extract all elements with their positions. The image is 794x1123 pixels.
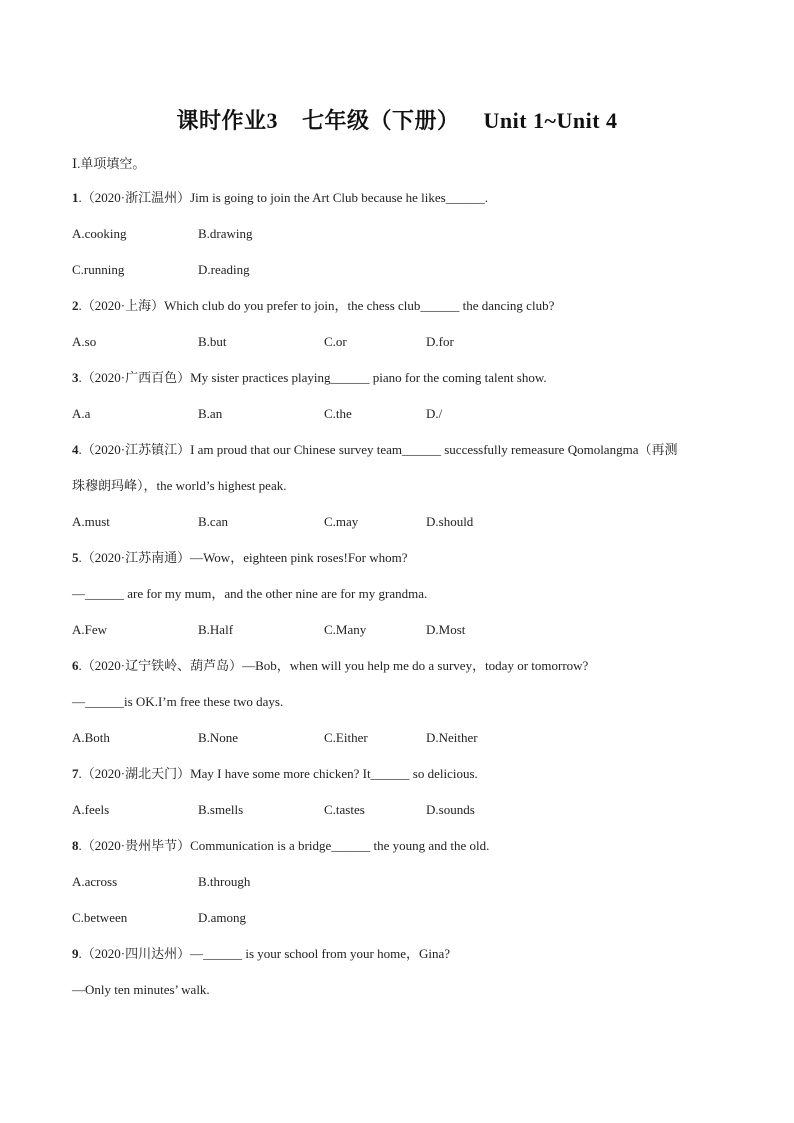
options-row (72, 792, 732, 828)
option-c[interactable]: C.the (324, 406, 352, 421)
question-number: 8 (72, 838, 79, 853)
question-9 (72, 936, 732, 1008)
question-8 (72, 828, 732, 936)
question-4 (72, 432, 732, 540)
option-a[interactable]: A.a (72, 406, 91, 421)
question-text: .（2020·四川达州）—______ is your school from your home，Gina? (78, 946, 451, 961)
question-5 (72, 540, 732, 648)
question-stem (72, 540, 732, 576)
question-continuation: —______ are for my mum，and the other nine are for my grandma. (72, 586, 428, 601)
question-stem (72, 936, 732, 972)
question-number: 6 (72, 658, 79, 673)
question-text: .（2020·湖北天门）May I have some more chicken? It______ so delicious. (78, 766, 478, 781)
question-stem (72, 180, 732, 216)
option-b[interactable]: B.Half (198, 622, 234, 637)
question-stem (72, 288, 732, 324)
option-c[interactable]: C.between (72, 910, 128, 925)
question-2 (72, 288, 732, 360)
question-stem (72, 648, 732, 684)
option-a[interactable]: A.cooking (72, 226, 127, 241)
question-text: .（2020·广西百色）My sister practices playing______ piano for the coming talent show. (78, 370, 547, 385)
option-d[interactable]: D./ (426, 406, 443, 421)
option-d[interactable]: D.Neither (426, 730, 478, 745)
question-list (72, 180, 732, 1008)
options-row (72, 504, 732, 540)
question-number: 4 (72, 442, 79, 457)
option-b[interactable]: B.through (198, 874, 251, 889)
question-number: 5 (72, 550, 79, 565)
option-a[interactable]: A.so (72, 334, 97, 349)
options-row (72, 612, 732, 648)
option-c[interactable]: C.running (72, 262, 125, 277)
option-b[interactable]: B.an (198, 406, 223, 421)
question-text: .（2020·贵州毕节）Communication is a bridge______ the young and the old. (78, 838, 490, 853)
option-c[interactable]: C.tastes (324, 802, 365, 817)
options-row (72, 324, 732, 360)
option-a[interactable]: A.Both (72, 730, 110, 745)
question-stem (72, 360, 732, 396)
option-d[interactable]: D.Most (426, 622, 466, 637)
option-c[interactable]: C.or (324, 334, 347, 349)
question-text: .（2020·辽宁铁岭、葫芦岛）—Bob，when will you help me do a survey，today or tomorrow? (78, 658, 589, 673)
question-number: 7 (72, 766, 79, 781)
option-a[interactable]: A.Few (72, 622, 108, 637)
options-row (72, 252, 732, 288)
options-row (72, 396, 732, 432)
question-6 (72, 648, 732, 756)
options-row (72, 864, 732, 900)
option-d[interactable]: D.reading (198, 262, 250, 277)
section-heading: Ⅰ.单项填空。 (72, 156, 146, 171)
options-row (72, 216, 732, 252)
options-row (72, 720, 732, 756)
question-stem (72, 432, 732, 468)
question-continuation: —Only ten minutes’ walk. (72, 982, 210, 997)
options-row (72, 900, 732, 936)
question-text: .（2020·江苏镇江）I am proud that our Chinese survey team______ successfully remeasure Qomolangma（再测 (78, 442, 678, 457)
option-c[interactable]: C.may (324, 514, 359, 529)
option-a[interactable]: A.must (72, 514, 110, 529)
option-b[interactable]: B.but (198, 334, 227, 349)
option-d[interactable]: D.for (426, 334, 454, 349)
option-c[interactable]: C.Many (324, 622, 367, 637)
option-d[interactable]: D.sounds (426, 802, 475, 817)
question-continuation: 珠穆朗玛峰），the world’s highest peak. (72, 478, 287, 493)
question-number: 9 (72, 946, 79, 961)
option-d[interactable]: D.among (198, 910, 247, 925)
question-number: 1 (72, 190, 79, 205)
option-a[interactable]: A.feels (72, 802, 110, 817)
option-c[interactable]: C.Either (324, 730, 368, 745)
question-1 (72, 180, 732, 288)
question-text: .（2020·浙江温州）Jim is going to join the Art Club because he likes______. (78, 190, 488, 205)
option-a[interactable]: A.across (72, 874, 118, 889)
option-b[interactable]: B.can (198, 514, 228, 529)
option-b[interactable]: B.drawing (198, 226, 253, 241)
question-stem (72, 828, 732, 864)
page-title: 课时作业3 七年级（下册） Unit 1~Unit 4 (176, 108, 618, 133)
question-continuation: —______is OK.I’m free these two days. (72, 694, 284, 709)
question-text: .（2020·江苏南通）—Wow，eighteen pink roses!For whom? (78, 550, 408, 565)
question-number: 3 (72, 370, 79, 385)
question-stem (72, 756, 732, 792)
option-b[interactable]: B.smells (198, 802, 244, 817)
option-d[interactable]: D.should (426, 514, 474, 529)
question-number: 2 (72, 298, 79, 313)
question-text: .（2020·上海）Which club do you prefer to join，the chess club______ the dancing club? (78, 298, 555, 313)
option-b[interactable]: B.None (198, 730, 239, 745)
question-7 (72, 756, 732, 828)
question-3 (72, 360, 732, 432)
